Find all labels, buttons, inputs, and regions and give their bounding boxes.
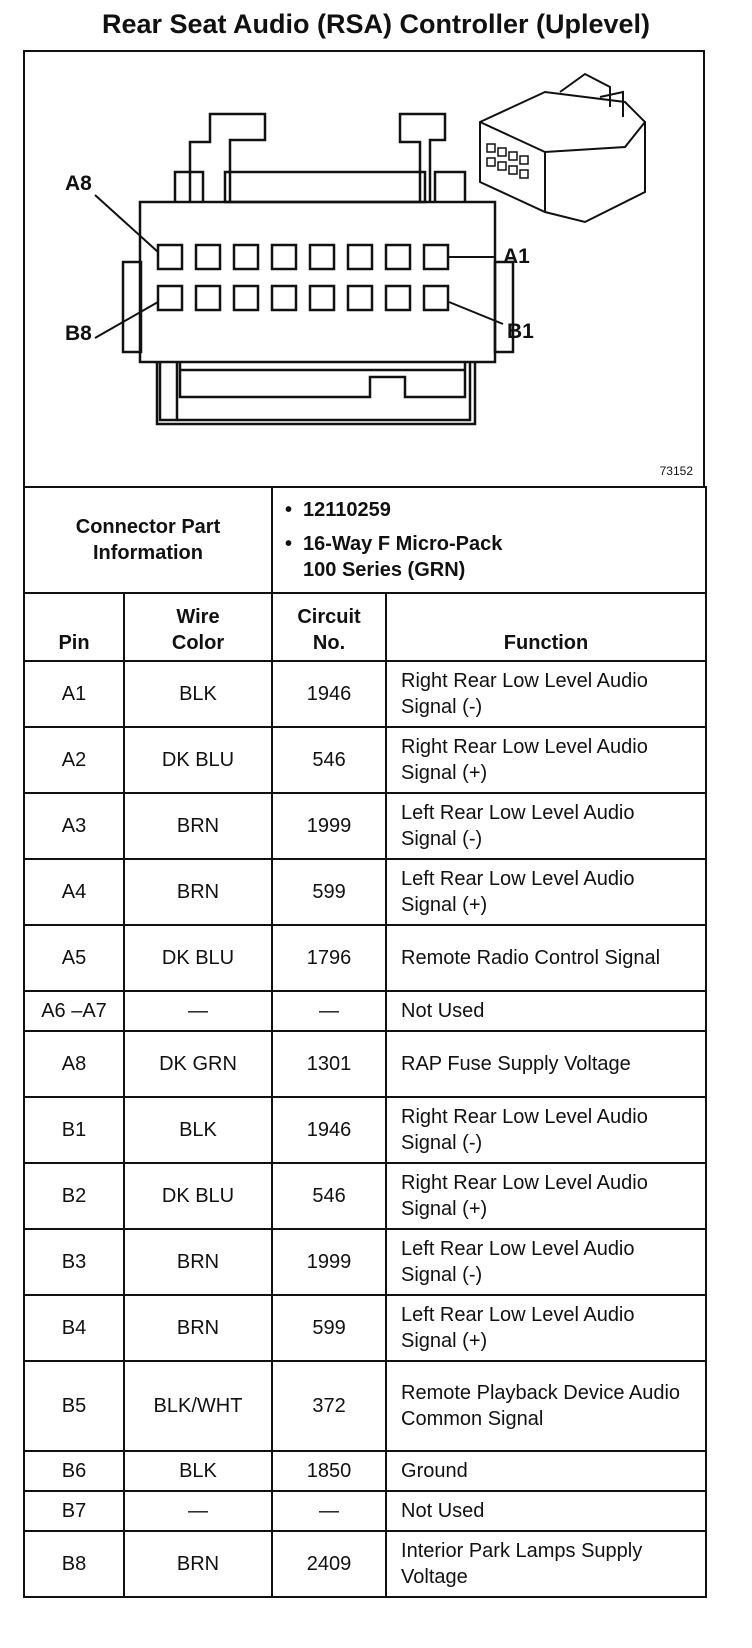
function-cell: Left Rear Low Level Audio Signal (-) bbox=[386, 1229, 706, 1295]
connector-diagram bbox=[23, 50, 705, 486]
function-cell: Right Rear Low Level Audio Signal (+) bbox=[386, 727, 706, 793]
table-row bbox=[24, 1451, 706, 1491]
pin-cell: A8 bbox=[24, 1031, 124, 1097]
function-cell: Remote Playback Device Audio Common Signal bbox=[386, 1361, 706, 1451]
circuit-cell: 1946 bbox=[272, 661, 386, 727]
pin-cell: B2 bbox=[24, 1163, 124, 1229]
connector-description-line1: • 16-Way F Micro-Pack bbox=[303, 531, 695, 557]
header-wire-color-line2: Color bbox=[171, 632, 225, 654]
circuit-cell: 1999 bbox=[272, 1229, 386, 1295]
connector-pinout-table bbox=[23, 486, 707, 1598]
pin-cell: A1 bbox=[24, 661, 124, 727]
connector-info-label: Connector Part Information bbox=[24, 487, 272, 593]
header-pin-label: Pin bbox=[58, 632, 90, 654]
circuit-cell: 372 bbox=[272, 1361, 386, 1451]
figure-number: 73152 bbox=[659, 464, 693, 478]
page-title: Rear Seat Audio (RSA) Controller (Uplevel) bbox=[101, 9, 651, 39]
circuit-cell: 1301 bbox=[272, 1031, 386, 1097]
circuit-cell: 1796 bbox=[272, 925, 386, 991]
function-cell: Right Rear Low Level Audio Signal (-) bbox=[386, 1097, 706, 1163]
table-row bbox=[24, 1531, 706, 1597]
function-cell: Not Used bbox=[386, 991, 706, 1031]
connector-info-row bbox=[24, 487, 706, 593]
wire-color-cell: BLK bbox=[124, 1451, 272, 1491]
wire-color-cell: BRN bbox=[124, 793, 272, 859]
table-row bbox=[24, 661, 706, 727]
circuit-cell: 2409 bbox=[272, 1531, 386, 1597]
callout-a1: A1 bbox=[503, 245, 530, 268]
pin-cell: B3 bbox=[24, 1229, 124, 1295]
connector-description-line2: 100 Series (GRN) bbox=[303, 559, 466, 581]
wire-color-cell: BLK bbox=[124, 661, 272, 727]
function-cell: Left Rear Low Level Audio Signal (+) bbox=[386, 859, 706, 925]
circuit-cell: 1999 bbox=[272, 793, 386, 859]
pin-cell: A3 bbox=[24, 793, 124, 859]
callout-b1: B1 bbox=[507, 320, 534, 343]
header-circuit-line1: Circuit bbox=[297, 606, 361, 628]
pin-cell: B5 bbox=[24, 1361, 124, 1451]
header-pin bbox=[24, 593, 124, 661]
wire-color-cell: DK BLU bbox=[124, 1163, 272, 1229]
table-row bbox=[24, 859, 706, 925]
table-row bbox=[24, 793, 706, 859]
circuit-cell: — bbox=[272, 1491, 386, 1531]
wire-color-cell: — bbox=[124, 1491, 272, 1531]
wire-color-cell: BRN bbox=[124, 1531, 272, 1597]
header-wire-color-line1: Wire bbox=[176, 606, 220, 628]
wire-color-cell: DK BLU bbox=[124, 925, 272, 991]
pin-cell: B7 bbox=[24, 1491, 124, 1531]
function-cell: Left Rear Low Level Audio Signal (-) bbox=[386, 793, 706, 859]
pin-cell: A2 bbox=[24, 727, 124, 793]
header-wire-color bbox=[124, 593, 272, 661]
table-row bbox=[24, 991, 706, 1031]
wire-color-cell: — bbox=[124, 991, 272, 1031]
wire-color-cell: BRN bbox=[124, 859, 272, 925]
table-header-row bbox=[24, 593, 706, 661]
header-function bbox=[386, 593, 706, 661]
table-row bbox=[24, 1031, 706, 1097]
pin-cell: B4 bbox=[24, 1295, 124, 1361]
function-cell: Ground bbox=[386, 1451, 706, 1491]
circuit-cell: 546 bbox=[272, 1163, 386, 1229]
wire-color-cell: DK GRN bbox=[124, 1031, 272, 1097]
wire-color-cell: DK BLU bbox=[124, 727, 272, 793]
function-cell: Remote Radio Control Signal bbox=[386, 925, 706, 991]
table-row bbox=[24, 727, 706, 793]
table-row bbox=[24, 1361, 706, 1451]
table-row bbox=[24, 1097, 706, 1163]
pin-cell: A4 bbox=[24, 859, 124, 925]
pin-cell: A5 bbox=[24, 925, 124, 991]
connector-perspective-icon bbox=[480, 74, 645, 222]
function-cell: RAP Fuse Supply Voltage bbox=[386, 1031, 706, 1097]
connector-info-values bbox=[272, 487, 706, 593]
function-cell: Right Rear Low Level Audio Signal (+) bbox=[386, 1163, 706, 1229]
circuit-cell: 599 bbox=[272, 859, 386, 925]
pin-cell: A6 –A7 bbox=[24, 991, 124, 1031]
table-row bbox=[24, 1295, 706, 1361]
header-circuit-line2: No. bbox=[312, 632, 346, 654]
table-row bbox=[24, 1491, 706, 1531]
circuit-cell: 599 bbox=[272, 1295, 386, 1361]
function-cell: Interior Park Lamps Supply Voltage bbox=[386, 1531, 706, 1597]
part-number: • 12110259 bbox=[303, 497, 695, 523]
circuit-cell: 1850 bbox=[272, 1451, 386, 1491]
table-row bbox=[24, 1229, 706, 1295]
table-row bbox=[24, 925, 706, 991]
function-cell: Right Rear Low Level Audio Signal (-) bbox=[386, 661, 706, 727]
pin-cell: B8 bbox=[24, 1531, 124, 1597]
circuit-cell: 546 bbox=[272, 727, 386, 793]
callout-b8: B8 bbox=[65, 322, 92, 345]
wire-color-cell: BLK bbox=[124, 1097, 272, 1163]
circuit-cell: — bbox=[272, 991, 386, 1031]
pin-cell: B1 bbox=[24, 1097, 124, 1163]
header-circuit bbox=[272, 593, 386, 661]
wire-color-cell: BRN bbox=[124, 1229, 272, 1295]
function-cell: Not Used bbox=[386, 1491, 706, 1531]
wire-color-cell: BRN bbox=[124, 1295, 272, 1361]
header-function-label: Function bbox=[503, 632, 589, 654]
pin-cell: B6 bbox=[24, 1451, 124, 1491]
function-cell: Left Rear Low Level Audio Signal (+) bbox=[386, 1295, 706, 1361]
table-row bbox=[24, 1163, 706, 1229]
connector-face-drawing bbox=[25, 52, 707, 488]
wire-color-cell: BLK/WHT bbox=[124, 1361, 272, 1451]
callout-a8: A8 bbox=[65, 172, 92, 195]
circuit-cell: 1946 bbox=[272, 1097, 386, 1163]
